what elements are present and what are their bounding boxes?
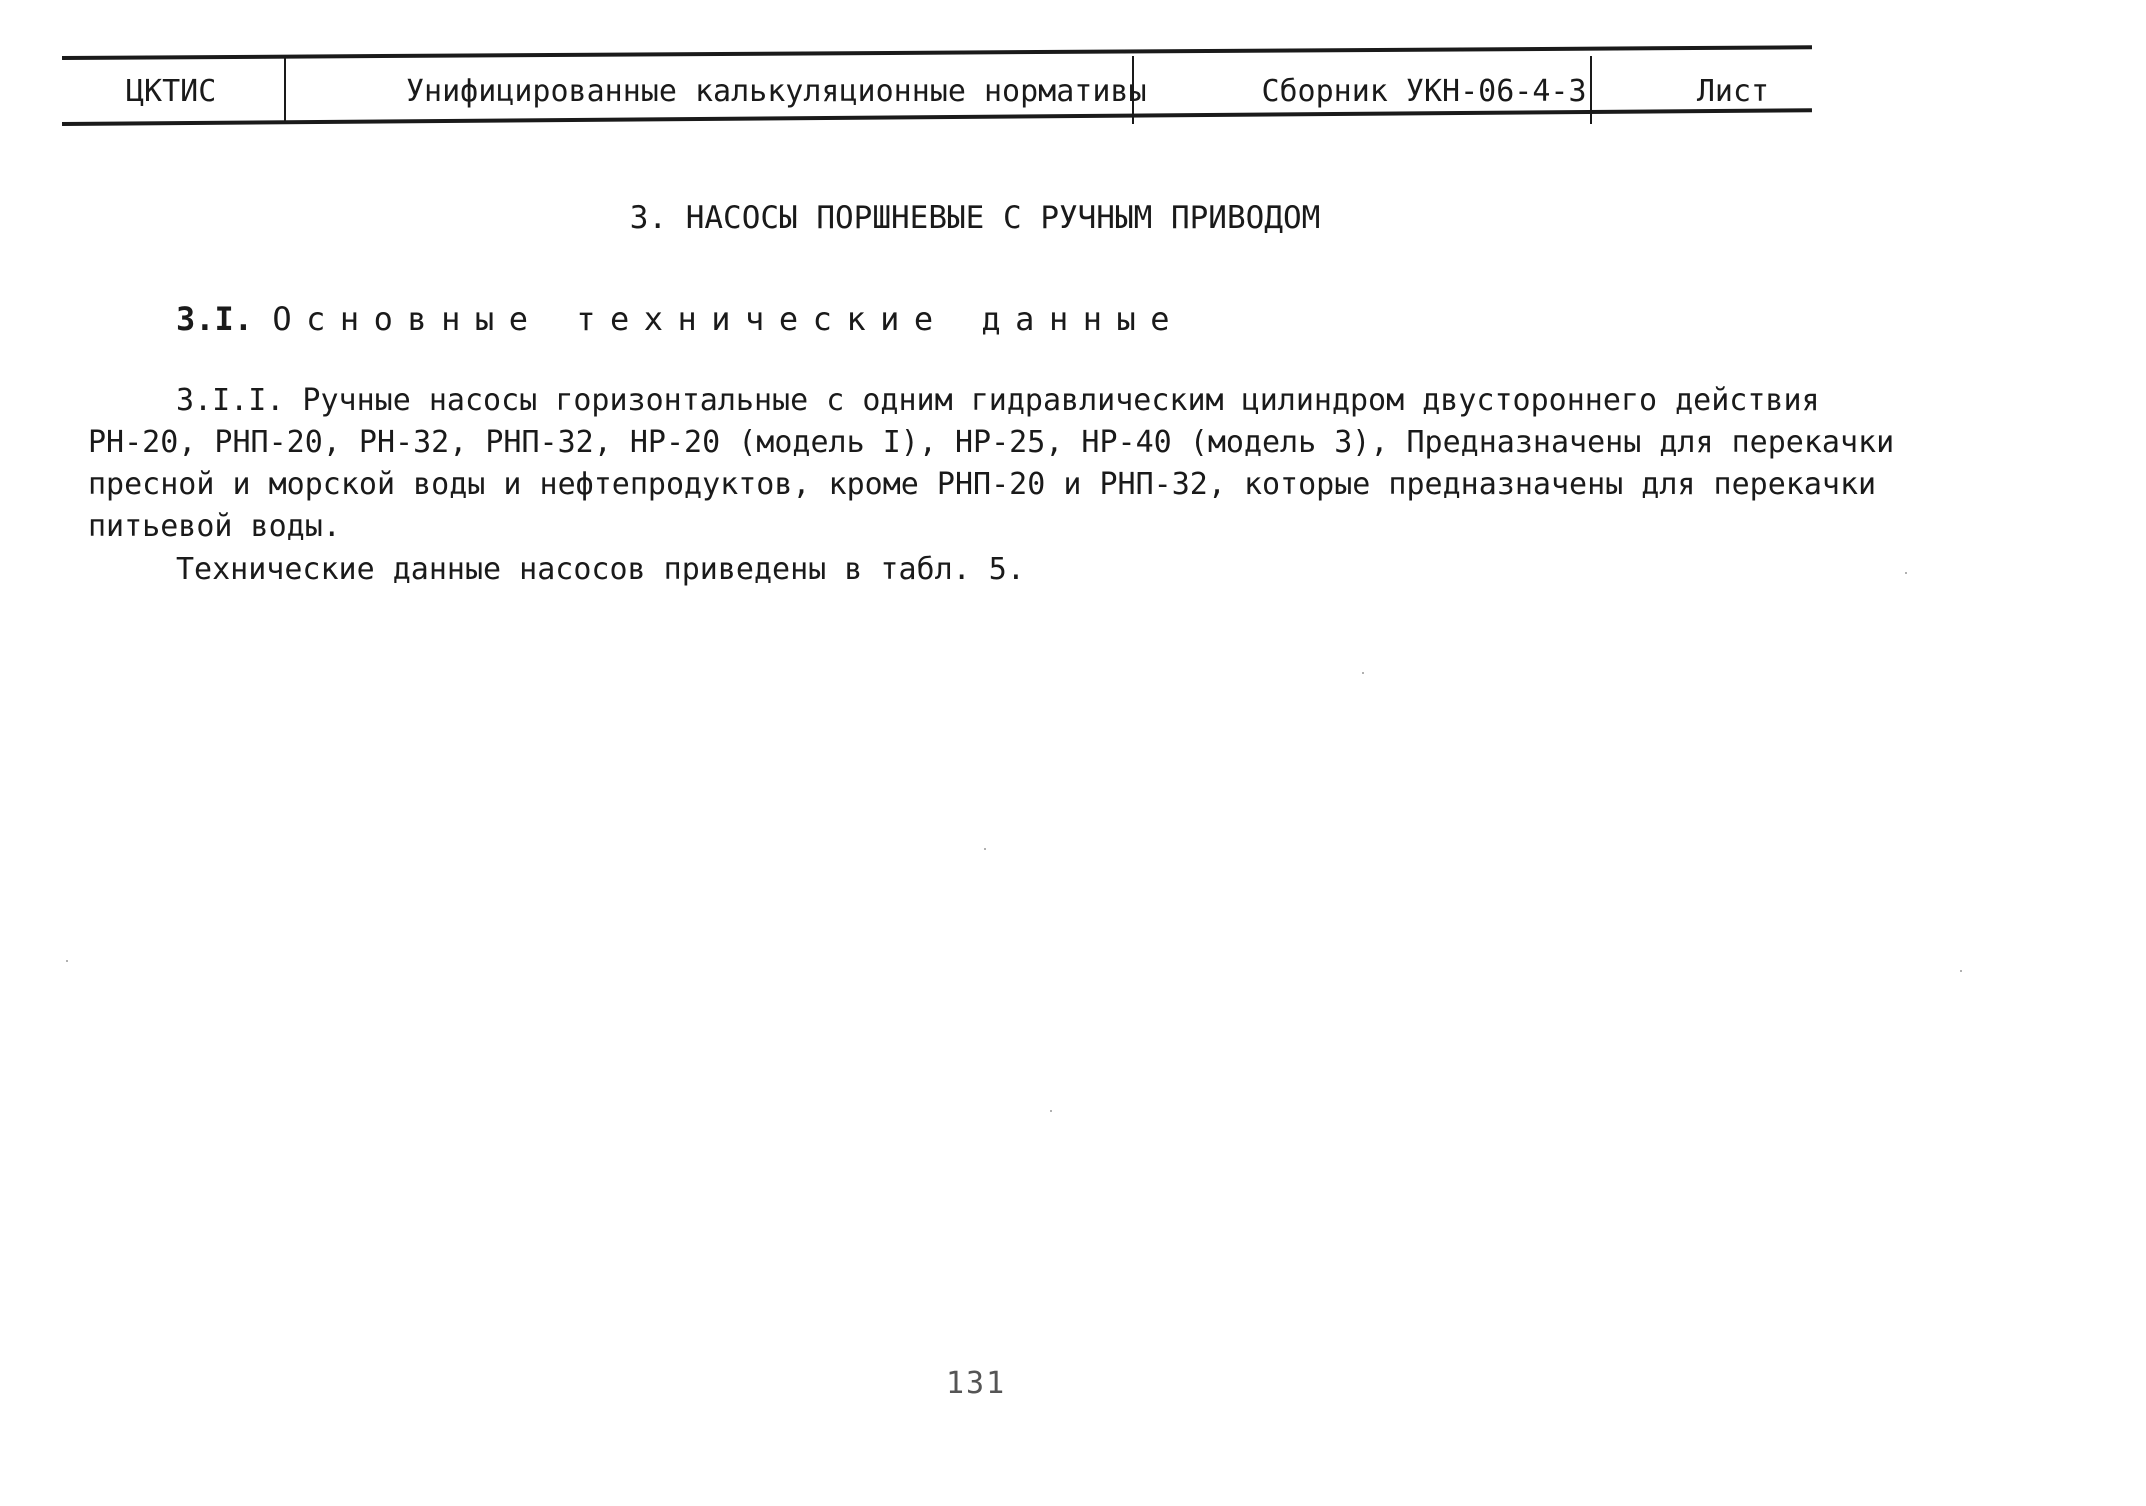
header-divider — [1590, 56, 1592, 124]
paragraph-pump-description — [88, 380, 1895, 548]
header-frame — [62, 56, 1812, 126]
header-collection: Сборник УКН-06-4-3 — [1261, 73, 1587, 109]
header-doc-title: Унифицированные калькуляционные нормативы — [406, 73, 1147, 109]
subsection-heading — [176, 300, 1184, 338]
paragraph-table-reference: Технические данные насосов приведены в табл. 5. — [176, 552, 1025, 587]
header-sheet-label: Лист — [1696, 73, 1770, 109]
paragraph-line: питьевой воды. — [88, 509, 341, 544]
scan-speck — [1960, 970, 1962, 972]
section-title: 3. НАСОСЫ ПОРШНЕВЫЕ С РУЧНЫМ ПРИВОДОМ — [629, 200, 1321, 236]
scan-speck — [1050, 1110, 1052, 1112]
header-divider — [284, 56, 286, 124]
header-divider — [1132, 56, 1134, 124]
page-number: 131 — [946, 1366, 1007, 1401]
subsection-title: Основные технические данные — [272, 300, 1184, 338]
paragraph-line: РН-20, РНП-20, РН-32, РНП-32, НР-20 (модель I), НР-25, НР-40 (модель 3), Предназначены для перекачки — [88, 425, 1895, 460]
scan-speck — [66, 960, 68, 962]
scan-speck — [1905, 572, 1907, 574]
paragraph-line: пресной и морской воды и нефтепродуктов, кроме РНП-20 и РНП-32, которые предназначены для перекачки — [88, 467, 1877, 502]
paragraph-line: 3.I.I. Ручные насосы горизонтальные с одним гидравлическим цилиндром двустороннего действия — [176, 383, 1820, 418]
scan-speck — [984, 848, 986, 850]
header-org: ЦКТИС — [126, 73, 217, 109]
scan-speck — [1362, 672, 1364, 674]
subsection-number: 3.I. — [176, 300, 254, 338]
